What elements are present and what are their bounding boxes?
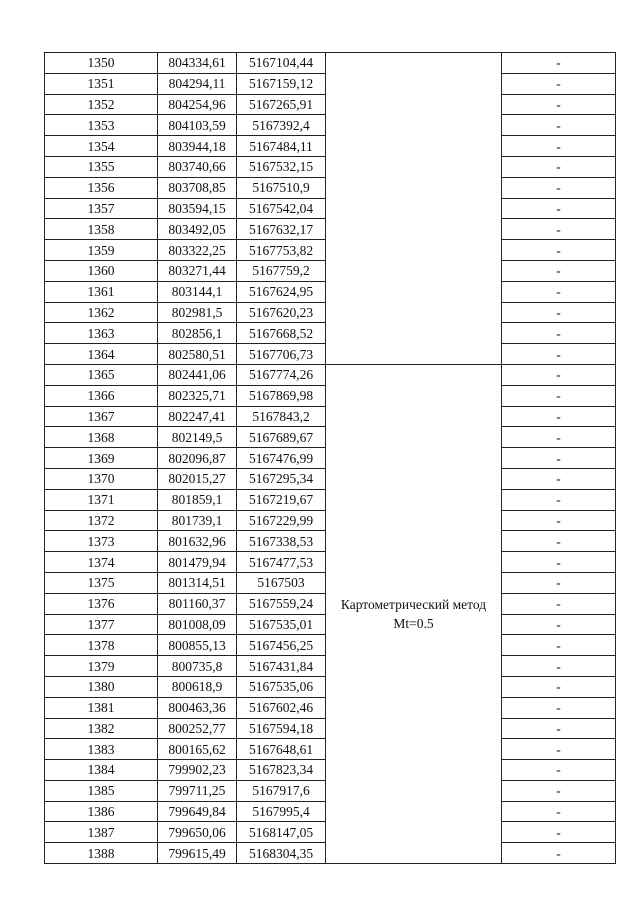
point-number-cell: 1363 [45,323,158,344]
x-coordinate-cell: 800252,77 [158,718,237,739]
y-coordinate-cell: 5167869,98 [237,385,326,406]
x-coordinate-cell: 799650,06 [158,822,237,843]
mark-cell: - [502,614,616,635]
point-number-cell: 1376 [45,593,158,614]
mark-cell: - [502,364,616,385]
y-coordinate-cell: 5167484,11 [237,136,326,157]
y-coordinate-cell: 5167917,6 [237,780,326,801]
mark-cell: - [502,302,616,323]
mark-cell: - [502,260,616,281]
point-number-cell: 1384 [45,760,158,781]
y-coordinate-cell: 5167535,01 [237,614,326,635]
x-coordinate-cell: 802149,5 [158,427,237,448]
method-cell-empty [326,115,502,136]
point-number-cell: 1386 [45,801,158,822]
x-coordinate-cell: 799902,23 [158,760,237,781]
method-cell-empty [326,73,502,94]
point-number-cell: 1366 [45,385,158,406]
point-number-cell: 1355 [45,156,158,177]
y-coordinate-cell: 5167624,95 [237,281,326,302]
x-coordinate-cell: 801739,1 [158,510,237,531]
point-number-cell: 1370 [45,468,158,489]
table-row [45,198,616,219]
method-accuracy: Mt=0.5 [393,616,434,632]
mark-cell: - [502,801,616,822]
mark-cell: - [502,323,616,344]
x-coordinate-cell: 799649,84 [158,801,237,822]
y-coordinate-cell: 5167823,34 [237,760,326,781]
table-row [45,323,616,344]
y-coordinate-cell: 5167104,44 [237,53,326,74]
x-coordinate-cell: 803708,85 [158,177,237,198]
point-number-cell: 1387 [45,822,158,843]
point-number-cell: 1362 [45,302,158,323]
point-number-cell: 1353 [45,115,158,136]
y-coordinate-cell: 5167759,2 [237,260,326,281]
x-coordinate-cell: 799615,49 [158,843,237,864]
x-coordinate-cell: 799711,25 [158,780,237,801]
mark-cell: - [502,531,616,552]
mark-cell: - [502,822,616,843]
mark-cell: - [502,489,616,510]
point-number-cell: 1350 [45,53,158,74]
mark-cell: - [502,156,616,177]
method-cell-empty [326,156,502,177]
x-coordinate-cell: 802580,51 [158,344,237,365]
x-coordinate-cell: 802325,71 [158,385,237,406]
point-number-cell: 1356 [45,177,158,198]
point-number-cell: 1354 [45,136,158,157]
table-row [45,302,616,323]
mark-cell: - [502,448,616,469]
x-coordinate-cell: 803740,66 [158,156,237,177]
x-coordinate-cell: 801632,96 [158,531,237,552]
x-coordinate-cell: 803144,1 [158,281,237,302]
mark-cell: - [502,427,616,448]
point-number-cell: 1365 [45,364,158,385]
y-coordinate-cell: 5167632,17 [237,219,326,240]
x-coordinate-cell: 800618,9 [158,676,237,697]
y-coordinate-cell: 5167620,23 [237,302,326,323]
y-coordinate-cell: 5167689,67 [237,427,326,448]
mark-cell: - [502,572,616,593]
point-number-cell: 1379 [45,656,158,677]
x-coordinate-cell: 802015,27 [158,468,237,489]
y-coordinate-cell: 5167602,46 [237,697,326,718]
y-coordinate-cell: 5167843,2 [237,406,326,427]
y-coordinate-cell: 5168147,05 [237,822,326,843]
point-number-cell: 1364 [45,344,158,365]
x-coordinate-cell: 803944,18 [158,136,237,157]
table-row [45,136,616,157]
table-row [45,94,616,115]
y-coordinate-cell: 5167477,53 [237,552,326,573]
point-number-cell: 1375 [45,572,158,593]
mark-cell: - [502,780,616,801]
table-row [45,219,616,240]
x-coordinate-cell: 801479,94 [158,552,237,573]
mark-cell: - [502,552,616,573]
x-coordinate-cell: 802441,06 [158,364,237,385]
point-number-cell: 1372 [45,510,158,531]
x-coordinate-cell: 803594,15 [158,198,237,219]
y-coordinate-cell: 5167535,06 [237,676,326,697]
mark-cell: - [502,115,616,136]
x-coordinate-cell: 803492,05 [158,219,237,240]
y-coordinate-cell: 5167648,61 [237,739,326,760]
method-cell-empty [326,323,502,344]
y-coordinate-cell: 5167503 [237,572,326,593]
y-coordinate-cell: 5167542,04 [237,198,326,219]
point-number-cell: 1385 [45,780,158,801]
point-number-cell: 1374 [45,552,158,573]
y-coordinate-cell: 5167392,4 [237,115,326,136]
x-coordinate-cell: 802247,41 [158,406,237,427]
mark-cell: - [502,760,616,781]
table-row [45,260,616,281]
x-coordinate-cell: 802981,5 [158,302,237,323]
y-coordinate-cell: 5167476,99 [237,448,326,469]
table-row [45,156,616,177]
point-number-cell: 1369 [45,448,158,469]
x-coordinate-cell: 800735,8 [158,656,237,677]
x-coordinate-cell: 803271,44 [158,260,237,281]
point-number-cell: 1388 [45,843,158,864]
table-row [45,240,616,261]
method-cell-empty [326,136,502,157]
y-coordinate-cell: 5167510,9 [237,177,326,198]
point-number-cell: 1377 [45,614,158,635]
mark-cell: - [502,177,616,198]
y-coordinate-cell: 5167338,53 [237,531,326,552]
mark-cell: - [502,676,616,697]
table-row [45,53,616,74]
method-note-cell [326,364,502,863]
mark-cell: - [502,718,616,739]
point-number-cell: 1382 [45,718,158,739]
x-coordinate-cell: 801859,1 [158,489,237,510]
y-coordinate-cell: 5167265,91 [237,94,326,115]
mark-cell: - [502,510,616,531]
x-coordinate-cell: 804254,96 [158,94,237,115]
mark-cell: - [502,635,616,656]
method-cell-empty [326,219,502,240]
point-number-cell: 1371 [45,489,158,510]
y-coordinate-cell: 5167995,4 [237,801,326,822]
y-coordinate-cell: 5167159,12 [237,73,326,94]
y-coordinate-cell: 5167774,26 [237,364,326,385]
mark-cell: - [502,406,616,427]
method-cell-empty [326,94,502,115]
y-coordinate-cell: 5168304,35 [237,843,326,864]
table-row [45,115,616,136]
method-cell-empty [326,281,502,302]
point-number-cell: 1358 [45,219,158,240]
y-coordinate-cell: 5167229,99 [237,510,326,531]
y-coordinate-cell: 5167456,25 [237,635,326,656]
mark-cell: - [502,219,616,240]
table-row [45,73,616,94]
point-number-cell: 1373 [45,531,158,552]
point-number-cell: 1367 [45,406,158,427]
y-coordinate-cell: 5167668,52 [237,323,326,344]
y-coordinate-cell: 5167594,18 [237,718,326,739]
table-row [45,364,616,385]
method-cell-empty [326,344,502,365]
x-coordinate-cell: 802096,87 [158,448,237,469]
y-coordinate-cell: 5167295,34 [237,468,326,489]
point-number-cell: 1359 [45,240,158,261]
mark-cell: - [502,344,616,365]
mark-cell: - [502,739,616,760]
mark-cell: - [502,593,616,614]
mark-cell: - [502,53,616,74]
x-coordinate-cell: 804294,11 [158,73,237,94]
coordinates-table [44,52,616,864]
y-coordinate-cell: 5167753,82 [237,240,326,261]
x-coordinate-cell: 800463,36 [158,697,237,718]
method-cell-empty [326,260,502,281]
table-row [45,344,616,365]
x-coordinate-cell: 804103,59 [158,115,237,136]
point-number-cell: 1380 [45,676,158,697]
point-number-cell: 1361 [45,281,158,302]
point-number-cell: 1360 [45,260,158,281]
y-coordinate-cell: 5167706,73 [237,344,326,365]
point-number-cell: 1383 [45,739,158,760]
mark-cell: - [502,385,616,406]
point-number-cell: 1378 [45,635,158,656]
mark-cell: - [502,94,616,115]
mark-cell: - [502,281,616,302]
mark-cell: - [502,240,616,261]
mark-cell: - [502,468,616,489]
x-coordinate-cell: 801008,09 [158,614,237,635]
point-number-cell: 1381 [45,697,158,718]
y-coordinate-cell: 5167431,84 [237,656,326,677]
x-coordinate-cell: 801314,51 [158,572,237,593]
point-number-cell: 1368 [45,427,158,448]
table-row [45,177,616,198]
method-cell-empty [326,302,502,323]
y-coordinate-cell: 5167559,24 [237,593,326,614]
mark-cell: - [502,843,616,864]
x-coordinate-cell: 800165,62 [158,739,237,760]
y-coordinate-cell: 5167219,67 [237,489,326,510]
table-row [45,281,616,302]
mark-cell: - [502,198,616,219]
method-name: Картометрический метод [340,597,487,613]
method-cell-empty [326,198,502,219]
x-coordinate-cell: 804334,61 [158,53,237,74]
method-cell-empty [326,177,502,198]
mark-cell: - [502,73,616,94]
mark-cell: - [502,656,616,677]
method-cell-empty [326,240,502,261]
y-coordinate-cell: 5167532,15 [237,156,326,177]
x-coordinate-cell: 801160,37 [158,593,237,614]
mark-cell: - [502,136,616,157]
point-number-cell: 1351 [45,73,158,94]
x-coordinate-cell: 800855,13 [158,635,237,656]
method-cell-empty [326,53,502,74]
point-number-cell: 1352 [45,94,158,115]
mark-cell: - [502,697,616,718]
x-coordinate-cell: 803322,25 [158,240,237,261]
x-coordinate-cell: 802856,1 [158,323,237,344]
point-number-cell: 1357 [45,198,158,219]
table-body [45,53,616,864]
